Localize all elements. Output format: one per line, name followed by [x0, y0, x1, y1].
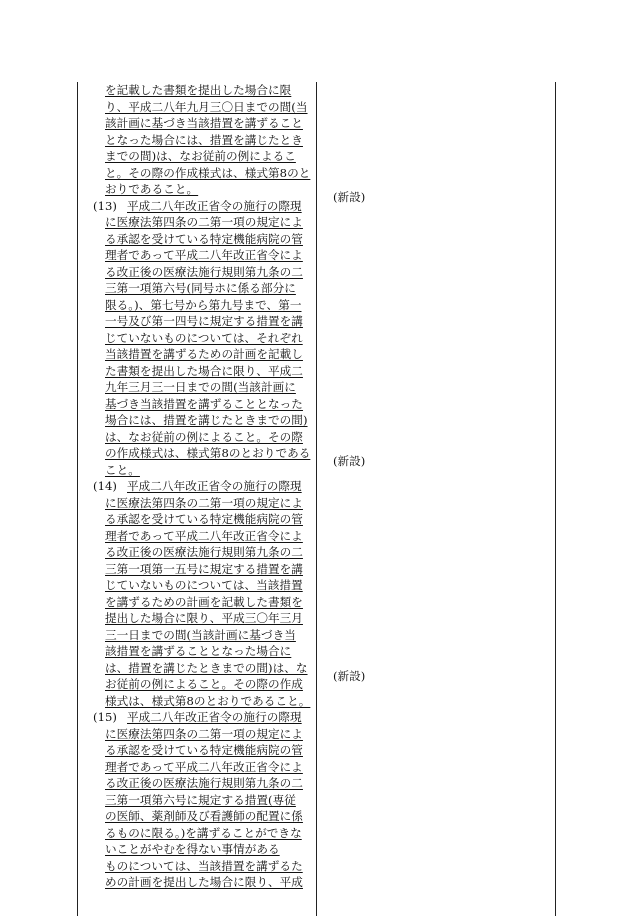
- table-right-border: [555, 82, 556, 916]
- table-left-border: [77, 82, 78, 916]
- text-line: までの間)は、なお従前の例によるこ: [105, 149, 296, 163]
- table-column-divider: [316, 82, 317, 916]
- text-line: 三第一項第六号に規定する措置(専従: [105, 792, 296, 807]
- text-line: 様式は、様式第8のとおりであること。: [105, 693, 311, 708]
- text-line: となった場合には、措置を講じたとき: [105, 132, 303, 147]
- text-line: 九年三月三一日までの間(当該計画に: [105, 380, 296, 394]
- text-line: 提出した場合に限り、平成三〇年三月: [105, 611, 303, 625]
- text-line: を記載した書類を提出した場合に限: [105, 83, 292, 97]
- item-14: [93, 478, 309, 709]
- text-line: る承認を受けている特定機能病院の管: [105, 231, 303, 246]
- text-line: 理者であって平成二八年改正省令によ: [105, 528, 303, 543]
- text-line: じていないものについては、それぞれ: [105, 330, 303, 345]
- text-line: に医療法第四条の二第一項の規定によ: [105, 215, 303, 229]
- text-line: 当該措置を講ずるための計画を記載し: [105, 347, 303, 361]
- text-line: ものについては、当該措置を講ずるた: [105, 858, 303, 873]
- item-heading: [93, 478, 309, 495]
- text-line: お従前の例によること。その際の作成: [105, 677, 303, 691]
- text-line: こと。: [105, 462, 140, 477]
- text-line: 限る。)、第七号から第九号まで、第一: [105, 297, 302, 312]
- text-line: 理者であって平成二八年改正省令によ: [105, 248, 303, 262]
- text-line: る承認を受けている特定機能病院の管: [105, 743, 303, 757]
- item-heading: [93, 198, 309, 215]
- item-number: (13): [93, 198, 117, 213]
- text-line: と。その際の作成様式は、様式第8のと: [105, 165, 311, 180]
- text-line: は、なお従前の例によること。その際: [105, 429, 303, 444]
- text-line: る改正後の医療法施行規則第九条の二: [105, 264, 303, 279]
- text-line: じていないものについては、当該措置: [105, 578, 303, 592]
- text-line: り、平成二八年九月三〇日までの間(当: [105, 99, 308, 114]
- text-line: に医療法第四条の二第一項の規定によ: [105, 495, 303, 510]
- item-number: (14): [93, 479, 117, 493]
- text-line: る改正後の医療法施行規則第九条の二: [105, 545, 303, 559]
- continuation-paragraph: [93, 82, 309, 198]
- text-line: は、措置を講じたときまでの間)は、な: [105, 660, 308, 675]
- new-provision-label: (新設): [333, 454, 366, 468]
- text-line: の作成様式は、様式第8のとおりである: [105, 446, 311, 460]
- text-line: めの計画を提出した場合に限り、平成: [105, 875, 303, 889]
- item-heading: [93, 709, 309, 726]
- text-line: 基づき当該措置を講ずることとなった: [105, 396, 303, 411]
- text-line: の医師、薬剤師及び看護師の配置に係: [105, 809, 303, 823]
- text-line: 該措置を講ずることとなった場合に: [105, 644, 292, 658]
- item-number: (15): [93, 710, 117, 724]
- text-line: 一号及び第一四号に規定する措置を講: [105, 314, 303, 328]
- text-line: 三一日までの間(当該計画に基づき当: [105, 627, 296, 642]
- revised-text-column: [93, 82, 309, 891]
- text-line: おりであること。: [105, 182, 199, 196]
- item-first-line: 平成二八年改正省令の施行の際現: [127, 479, 302, 493]
- item-first-line: 平成二八年改正省令の施行の際現: [127, 710, 302, 724]
- text-line: た書類を提出した場合に限り、平成二: [105, 363, 303, 378]
- new-provision-label: (新設): [333, 190, 366, 204]
- text-line: 理者であって平成二八年改正省令によ: [105, 759, 303, 774]
- text-line: るものに限る。)を講ずることができな: [105, 825, 302, 840]
- text-line: 場合には、措置を講じたときまでの間): [105, 413, 308, 427]
- text-line: る承認を受けている特定機能病院の管: [105, 512, 303, 526]
- comparison-table: [77, 82, 556, 916]
- item-first-line: 平成二八年改正省令の施行の際現: [127, 198, 302, 213]
- text-line: いことがやむを得ない事情がある: [105, 842, 280, 856]
- item-15: [93, 709, 309, 891]
- item-13: [93, 198, 309, 479]
- text-line: 三第一項第一五号に規定する措置を講: [105, 561, 303, 576]
- text-line: 三第一項第六号(同号ホに係る部分に: [105, 281, 296, 295]
- new-provision-label: (新設): [333, 669, 366, 683]
- text-line: 該計画に基づき当該措置を講ずること: [105, 116, 303, 130]
- text-line: る改正後の医療法施行規則第九条の二: [105, 776, 303, 790]
- text-line: を講ずるための計画を記載した書類を: [105, 594, 303, 609]
- text-line: に医療法第四条の二第一項の規定によ: [105, 726, 303, 741]
